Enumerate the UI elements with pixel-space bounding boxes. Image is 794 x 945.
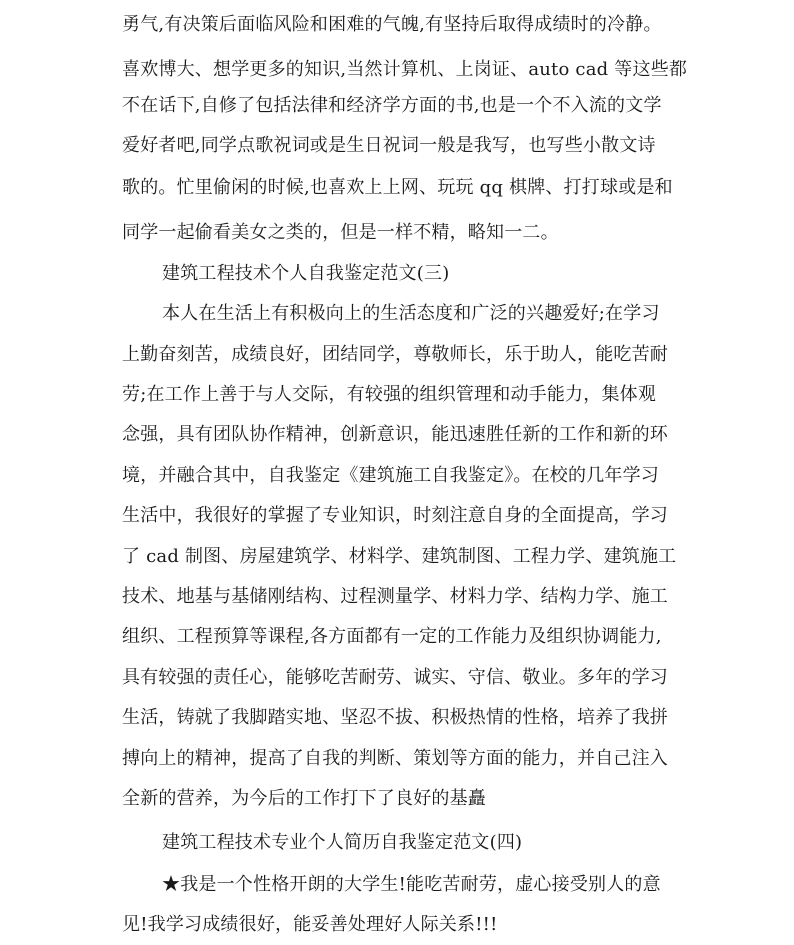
paragraph-first-line: 本人在生活上有积极向上的生活态度和广泛的兴趣爱好;在学习 [162, 303, 660, 324]
section-heading: 建筑工程技术个人自我鉴定范文(三) [162, 263, 450, 284]
text-line: 技术、地基与基储刚结构、过程测量学、材料力学、结构力学、施工 [122, 586, 668, 607]
text-line: 境，并融合其中，自我鉴定《建筑施工自我鉴定》。在校的几年学习 [122, 465, 659, 486]
text-line: 组织、工程预算等课程,各方面都有一定的工作能力及组织协调能力, [122, 626, 662, 647]
text-line: 喜欢博大、想学更多的知识,当然计算机、上岗证、auto cad 等这些都 [122, 59, 688, 80]
text-line: 了 cad 制图、房屋建筑学、材料学、建筑制图、工程力学、建筑施工 [122, 546, 677, 567]
text-line: 生活中，我很好的掌握了专业知识，时刻注意自身的全面提高，学习 [122, 505, 668, 526]
text-line: 全新的营养，为今后的工作打下了良好的基矗 [122, 788, 486, 809]
text-line: 具有较强的责任心，能够吃苦耐劳、诚实、守信、敬业。多年的学习 [122, 667, 668, 688]
text-line: 见!我学习成绩很好，能妥善处理好人际关系!!! [122, 914, 498, 935]
paragraph-first-line: ★我是一个性格开朗的大学生!能吃苦耐劳，虚心接受别人的意 [162, 874, 661, 895]
text-line: 劳;在工作上善于与人交际，有较强的组织管理和动手能力，集体观 [122, 384, 657, 405]
text-line: 歌的。忙里偷闲的时候,也喜欢上上网、玩玩 qq 棋牌、打打球或是和 [122, 177, 673, 198]
text-line: 同学一起偷看美女之类的，但是一样不精，略知一二。 [122, 222, 559, 243]
text-line: 上勤奋刻苦，成绩良好，团结同学，尊敬师长，乐于助人，能吃苦耐 [122, 344, 668, 365]
text-line: 不在话下,自修了包括法律和经济学方面的书,也是一个不入流的文学 [122, 95, 662, 116]
section-heading: 建筑工程技术专业个人简历自我鉴定范文(四) [162, 832, 523, 853]
text-line: 生活，铸就了我脚踏实地、坚忍不拔、积极热情的性格，培养了我拼 [122, 707, 668, 728]
text-line: 爱好者吧,同学点歌祝词或是生日祝词一般是我写，也写些小散文诗 [122, 135, 656, 156]
text-line: 念强，具有团队协作精神，创新意识，能迅速胜任新的工作和新的环 [122, 424, 668, 445]
text-line: 搏向上的精神，提高了自我的判断、策划等方面的能力，并自己注入 [122, 748, 668, 769]
text-line: 勇气,有决策后面临风险和困难的气魄,有坚持后取得成绩时的冷静。 [122, 14, 662, 35]
